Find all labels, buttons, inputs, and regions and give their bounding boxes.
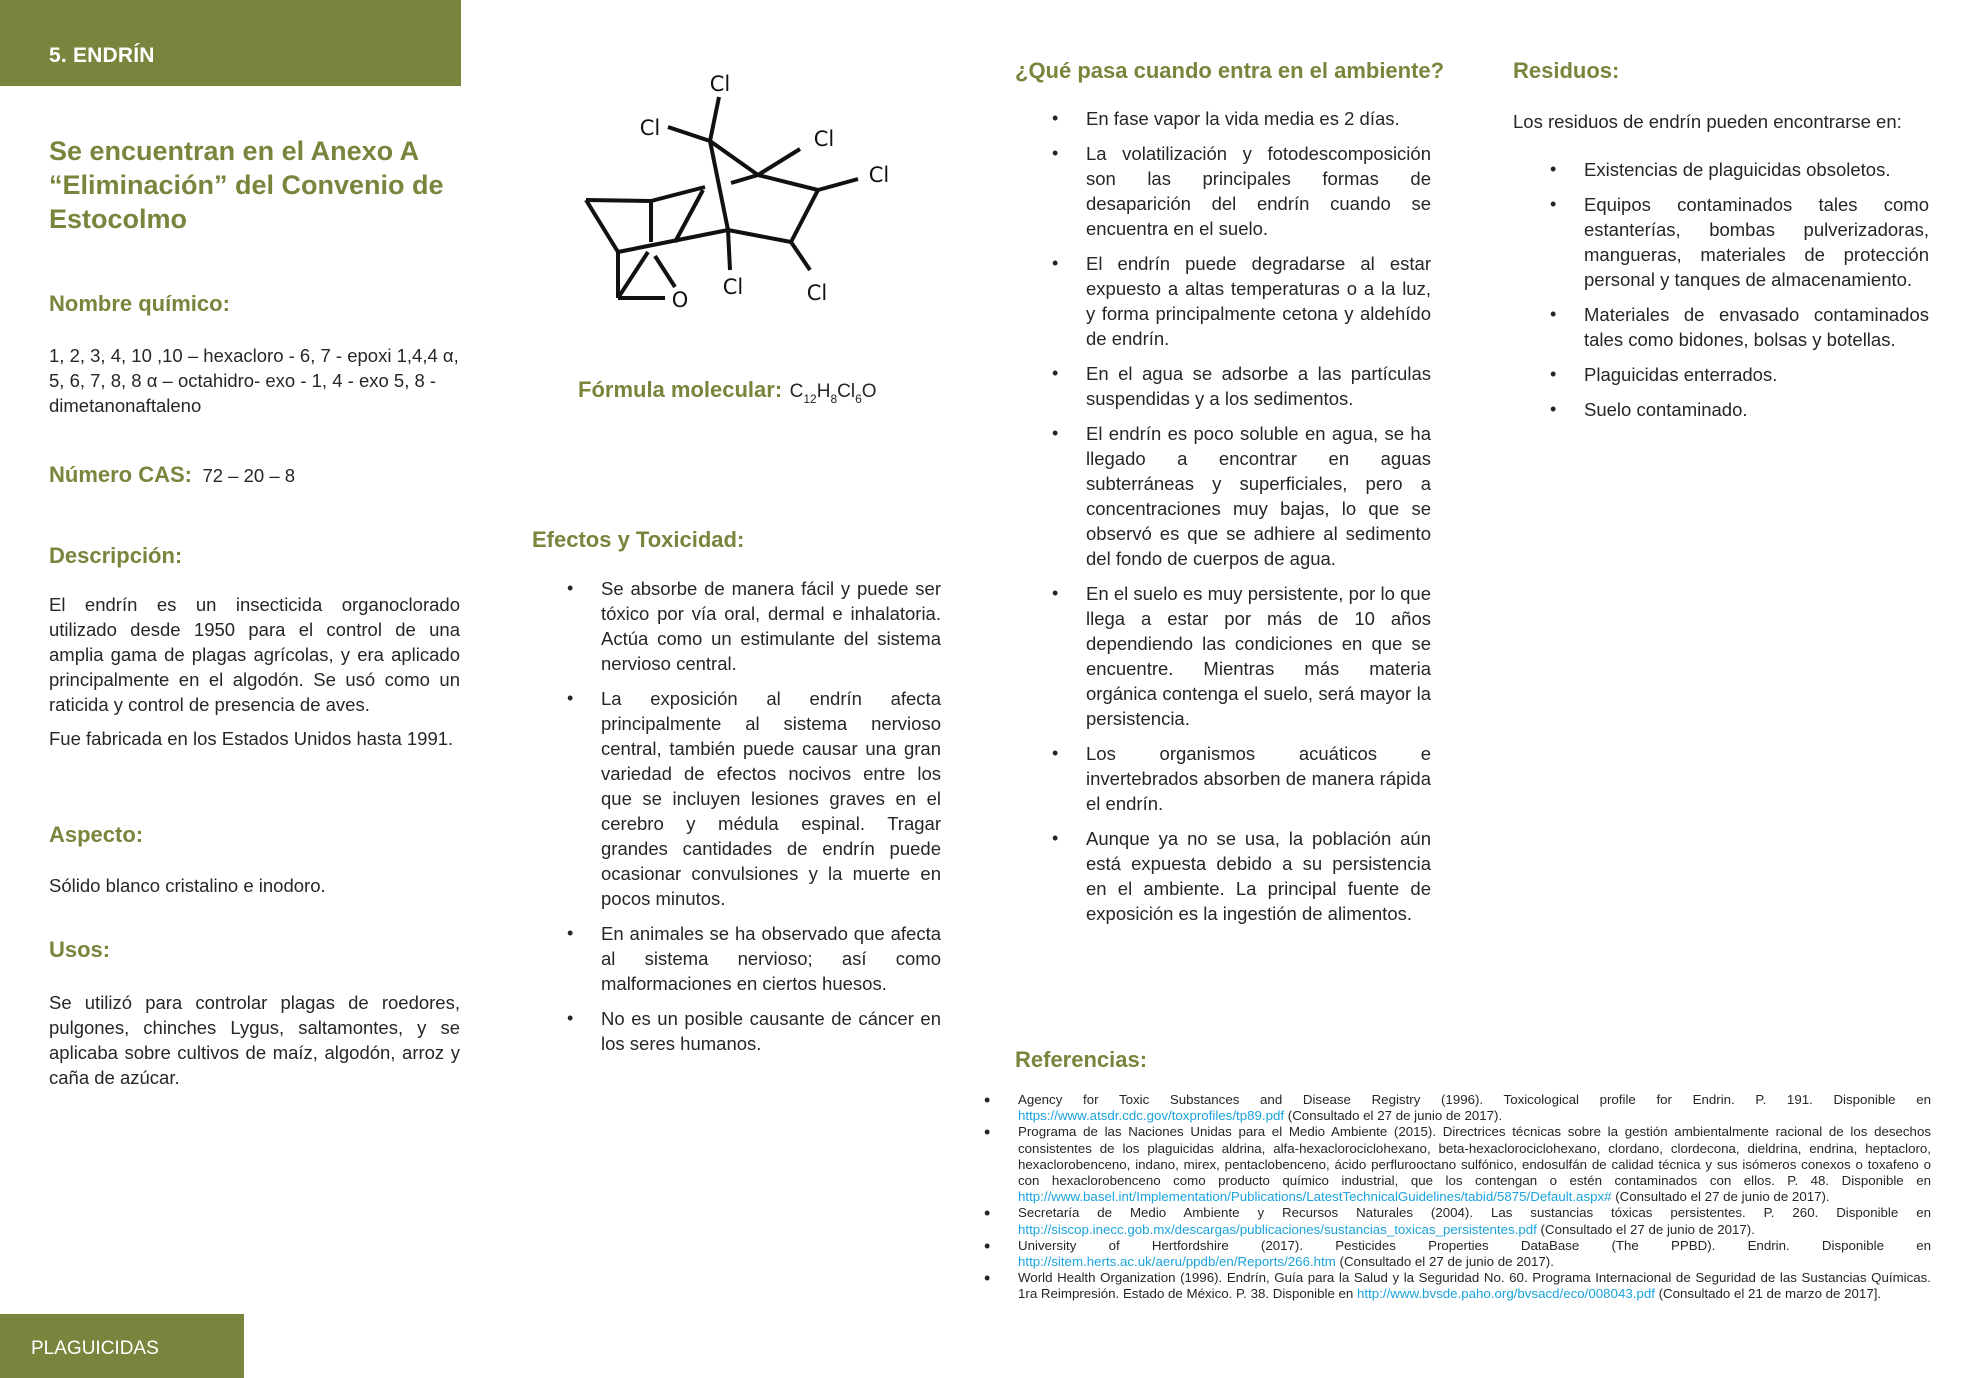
residues-item: • Materiales de envasado contaminados tales como bidones, bolsas y botellas. [1584,302,1929,352]
reference-link[interactable]: http://www.bvsde.paho.org/bvsacd/eco/008043.pdf [1357,1286,1655,1302]
reference-accessed: (Consultado el 21 de marzo de 2017]. [1654,1286,1882,1302]
effects-item: • No es un posible causante de cáncer en los seres humanos. [601,1006,941,1056]
bond [618,252,648,298]
reference-accessed: (Consultado el 27 de junio de 2017). [1611,1189,1830,1205]
formula-element: C [789,381,804,402]
chlorine-atom: Cl [868,163,890,187]
environment-item: • Los organismos acuáticos e invertebrados absorben de manera rápida el endrín. [1086,741,1431,816]
chlorine-atom: Cl [709,72,731,96]
residues-list [1584,157,1929,432]
references-list [1018,1092,1931,1303]
endrin-structure-diagram [560,50,920,330]
formula-element: Cl [837,381,856,402]
formula-element: H [816,381,831,402]
bond [655,256,675,287]
environment-heading: ¿Qué pasa cuando entra en el ambiente? [1015,58,1445,83]
effects-list [601,576,941,1066]
reference-accessed: (Consultado el 27 de junio de 2017). [1335,1254,1554,1270]
reference-item [1018,1124,1931,1205]
environment-item: • Aunque ya no se usa, la población aún está expuesta debido a su persistencia en el ambiente. La principal fuente de exposición es la ingestión de alimentos. [1086,826,1431,926]
header-band [0,0,461,86]
convention-title: Se encuentran en el Anexo A “Eliminación” del Convenio de Estocolmo [49,136,444,234]
environment-item: • En el suelo es muy persistente, por lo que llega a estar por más de 10 años dependiendo las condiciones en que se encuentre. Mientras más materia orgánica contenga el suelo, será mayor la persistencia. [1086,581,1431,731]
formula-element: O [861,381,877,402]
effects-item: • La exposición al endrín afecta principalmente al sistema nervioso central, también puede causar una gran variedad de efectos nocivos entre los que se incluyen lesiones graves en el cerebro y médula espinal. Tragar grandes cantidades de endrín puede ocasionar convulsiones y la muerte en pocos minutos. [601,686,941,911]
uses-heading: Usos: [49,937,111,962]
cas-row [49,462,460,488]
footer-label: PLAGUICIDAS [31,1338,159,1359]
bond [731,175,758,183]
reference-item [1018,1205,1931,1237]
environment-item: • La volatilización y fotodescomposición son las principales formas de desaparición del endrín cuando se encuentra en el suelo. [1086,141,1431,241]
description-paragraph: El endrín es un insecticida organoclorado utilizado desde 1950 para el control de una amplia gama de plagas agrícolas, y era aplicado principalmente en el algodón. Se usó como un raticida y control de presencia de aves. [49,594,460,715]
reference-link[interactable]: http://www.basel.int/Implementation/Publications/LatestTechnicalGuidelines/tabid/5875/Default.aspx# [1018,1189,1612,1205]
reference-link[interactable]: http://sitem.herts.ac.uk/aeru/ppdb/en/Reports/266.htm [1018,1254,1336,1270]
bond [818,179,858,190]
environment-list [1086,106,1431,936]
bond [668,127,710,141]
bond [586,200,618,252]
reference-item [1018,1092,1931,1124]
bond [710,97,719,141]
reference-item [1018,1270,1931,1302]
molecular-formula-row [578,377,877,406]
uses-text: Se utilizó para controlar plagas de roedores, pulgones, chinches Lygus, saltamontes, y se aplicaba sobre cultivos de maíz, algodón, arroz y caña de azúcar. [49,992,460,1088]
formula-subscript: 12 [803,392,817,406]
chlorine-atom: Cl [722,275,744,299]
document-title: 5. ENDRÍN [49,44,155,67]
bond [710,141,728,230]
references-heading: Referencias: [1015,1047,1148,1072]
formula-subscript: 6 [855,392,862,406]
bond [791,242,810,270]
chemical-name-heading: Nombre químico: [49,291,230,316]
formula-label: Fórmula molecular: [578,377,783,402]
formula-subscript: 8 [830,392,838,406]
oxygen-atom: O [671,288,689,312]
reference-item [1018,1238,1931,1270]
reference-text: University of Hertfordshire (2017). Pesticides Properties DataBase (The PPBD). Endrin. Disponible en [1018,1237,1931,1253]
environment-item: • El endrín puede degradarse al estar expuesto a altas temperaturas o a la luz, y forma principalmente cetona y aldehído de endrín. [1086,251,1431,351]
residues-item: • Suelo contaminado. [1584,397,1929,422]
bond [758,175,818,190]
bond [758,149,800,175]
residues-heading: Residuos: [1513,58,1620,83]
bond [728,230,730,270]
reference-text: World Health Organization (1996). Endrín, Guía para la Salud y la Seguridad No. 60. Programa Internacional de Seguridad de las Sustancias Químicas. 1ra Reimpresión. Estado de México. P. 38. Disponible en [1018,1270,1931,1302]
footer-band [0,1314,244,1378]
reference-accessed: (Consultado el 27 de junio de 2017). [1536,1221,1755,1237]
environment-item: • En el agua se adsorbe a las partículas suspendidas y a los sedimentos. [1086,361,1431,411]
formula-value [789,381,877,406]
appearance-text: Sólido blanco cristalino e inodoro. [49,875,326,896]
cas-heading: Número CAS: [49,462,193,487]
description-heading: Descripción: [49,543,183,568]
cas-value: 72 – 20 – 8 [202,465,296,486]
description-paragraph: Fue fabricada en los Estados Unidos hasta 1991. [49,728,454,749]
effects-item: • Se absorbe de manera fácil y puede ser tóxico por vía oral, dermal e inhalatoria. Actúa como un estimulante del sistema nervioso central. [601,576,941,676]
reference-text: Secretaría de Medio Ambiente y Recursos Naturales (2004). Las sustancias tóxicas persistentes. P. 260. Disponible en [1018,1205,1931,1221]
appearance-heading: Aspecto: [49,822,144,847]
residues-item: • Equipos contaminados tales como estanterías, bombas pulverizadoras, mangueras, materiales de protección personal y tanques de almacenamiento. [1584,192,1929,292]
chemical-name-text: 1, 2, 3, 4, 10 ,10 – hexacloro - 6, 7 - epoxi 1,4,4 α, 5, 6, 7, 8, 8 α – octahidro- exo - 1, 4 - exo 5, 8 - dimetanonaftaleno [49,345,459,416]
reference-accessed: (Consultado el 27 de junio de 2017). [1284,1108,1503,1124]
bond [791,190,818,242]
bond [586,200,651,201]
effects-item: • En animales se ha observado que afecta al sistema nervioso; así como malformaciones en ciertos huesos. [601,921,941,996]
bond [728,230,791,242]
residues-intro: Los residuos de endrín pueden encontrarse en: [1513,111,1902,132]
chlorine-atom: Cl [639,116,661,140]
reference-link[interactable]: https://www.atsdr.cdc.gov/toxprofiles/tp89.pdf [1018,1108,1285,1124]
residues-item: • Plaguicidas enterrados. [1584,362,1929,387]
chlorine-atom: Cl [806,281,828,305]
bond [618,230,728,252]
chlorine-atom: Cl [813,127,835,151]
reference-text: Agency for Toxic Substances and Disease Registry (1996). Toxicological profile for Endrin. P. 191. Disponible en [1018,1092,1931,1107]
residues-item: • Existencias de plaguicidas obsoletos. [1584,157,1929,182]
reference-link[interactable]: http://siscop.inecc.gob.mx/descargas/publicaciones/sustancias_toxicas_persistentes.pdf [1018,1221,1537,1237]
effects-heading: Efectos y Toxicidad: [532,527,745,552]
environment-item: • En fase vapor la vida media es 2 días. [1086,106,1431,131]
environment-item: • El endrín es poco soluble en agua, se ha llegado a encontrar en aguas subterráneas y superficiales, pero a concentraciones muy bajas, lo que se observó es que se adhiere al sedimento del fondo de cuerpos de agua. [1086,421,1431,571]
reference-text: Programa de las Naciones Unidas para el Medio Ambiente (2015). Directrices técnicas sobre la gestión ambientalmente racional de los desechos consistentes de los plaguicidas aldrina, alfa-hexaclorociclohexano, beta-hexaclorociclohexano, clordano, clordecona, dieldrina, endrina, heptacloro, hexaclorobenceno, indano, mirex, pentaclobenceno, ácido perflurooctano sulfónico, endosulfán de calidad técnica y sus isómeros conexos o toxafeno o con hexaclorobenceno como producto químico industrial, que los contengan o estén contaminados con ellos. P. 48. Disponible en [1018,1124,1931,1189]
description-body [49,592,460,751]
